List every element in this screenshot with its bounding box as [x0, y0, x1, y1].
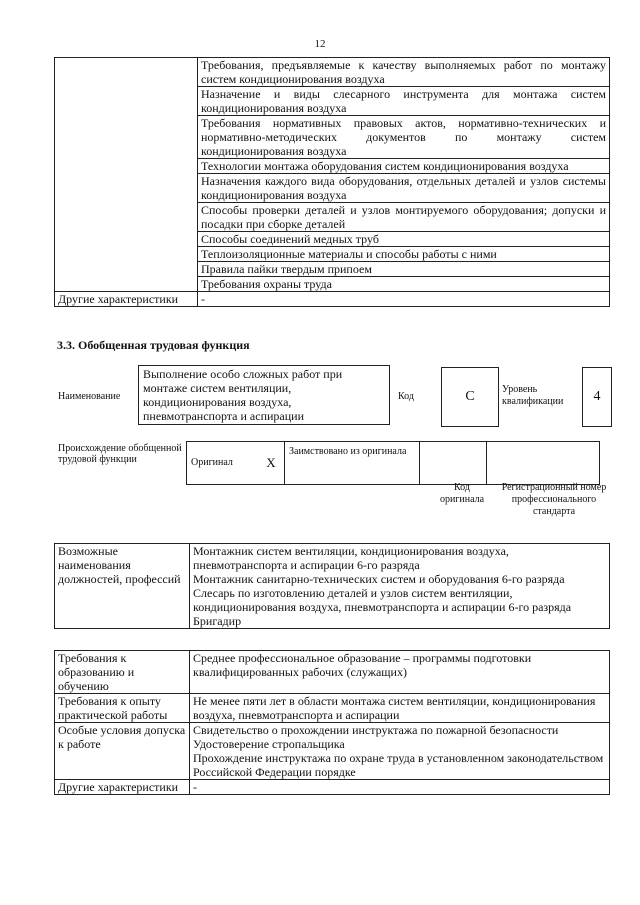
knowledge-label-cell — [55, 58, 198, 292]
code-value-box: С — [441, 367, 499, 427]
knowledge-item: Требования, предъявляемые к качеству выполняемых работ по монтажу систем кондиционирования воздуха — [198, 58, 610, 87]
table-row — [55, 780, 610, 795]
code-label: Код — [398, 391, 414, 402]
original-mark: Х — [258, 442, 285, 485]
special-condition-item: Прохождение инструктажа по охране труда в установленном законодательством Российской Федерации порядке — [193, 751, 604, 779]
positions-table — [54, 543, 610, 629]
knowledge-item: Способы проверки деталей и узлов монтируемого оборудования; допуски и посадки при сборке деталей — [198, 203, 610, 232]
origin-reg-cell — [487, 442, 600, 485]
knowledge-table — [54, 57, 610, 307]
position-item: Бригадир — [193, 614, 242, 628]
table-row — [55, 694, 610, 723]
experience-value: Не менее пяти лет в области монтажа систем вентиляции, кондиционирования воздуха, пневмотранспорта и аспирации — [190, 694, 610, 723]
table-row — [55, 58, 610, 87]
knowledge-item: Требования нормативных правовых актов, нормативно-технических и нормативно-методических документов по монтажу систем кондиционирования воздуха — [198, 116, 610, 159]
education-value: Среднее профессиональное образование – программы подготовки квалифицированных рабочих (служащих) — [190, 651, 610, 694]
knowledge-item: Способы соединений медных труб — [198, 232, 610, 247]
knowledge-item: Теплоизоляционные материалы и способы работы с ними — [198, 247, 610, 262]
knowledge-item: Назначение и виды слесарного инструмента для монтажа систем кондиционирования воздуха — [198, 87, 610, 116]
position-item: Слесарь по изготовлению деталей и узлов систем вентиляции, кондиционирования воздуха, пневмотранспорта и аспирации 6-го разряда — [193, 586, 572, 614]
positions-label: Возможные наименования должностей, профессий — [55, 544, 190, 629]
original-label: Оригинал — [187, 442, 259, 485]
special-conditions-list — [190, 723, 610, 780]
table-row — [55, 651, 610, 694]
position-item: Монтажник санитарно-технических систем и оборудования 6-го разряда — [193, 572, 565, 586]
requirements-table — [54, 650, 610, 795]
other-characteristics-label: Другие характеристики — [55, 292, 198, 307]
registration-number-caption: Регистрационный номер профессионального стандарта — [501, 482, 607, 517]
page-number: 12 — [314, 38, 326, 50]
knowledge-item: Требования охраны труда — [198, 277, 610, 292]
origin-label: Происхождение обобщенной трудовой функции — [58, 443, 182, 465]
knowledge-item: Правила пайки твердым припоем — [198, 262, 610, 277]
special-condition-item: Свидетельство о прохождении инструктажа по пожарной безопасности — [193, 723, 559, 737]
knowledge-item: Технологии монтажа оборудования систем кондиционирования воздуха — [198, 159, 610, 174]
positions-list — [190, 544, 610, 629]
level-label: Уровень квалификации — [502, 384, 564, 407]
experience-label: Требования к опыту практической работы — [55, 694, 190, 723]
borrowed-label: Заимствовано из оригинала — [285, 442, 420, 485]
level-value-box: 4 — [582, 367, 612, 427]
position-item: Монтажник систем вентиляции, кондиционирования воздуха, пневмотранспорта и аспирации 6-го разряда — [193, 544, 509, 572]
function-name-box: Выполнение особо сложных работ при монтаже систем вентиляции, кондиционирования воздуха, пневмотранспорта и аспирации — [138, 365, 390, 425]
education-label: Требования к образованию и обучению — [55, 651, 190, 694]
section-title: 3.3. Обобщенная трудовая функция — [57, 338, 250, 352]
origin-table — [186, 441, 600, 485]
name-label: Наименование — [58, 391, 121, 402]
special-condition-item: Удостоверение стропальщика — [193, 737, 345, 751]
special-conditions-label: Особые условия допуска к работе — [55, 723, 190, 780]
other-characteristics-label: Другие характеристики — [55, 780, 190, 795]
knowledge-item: Назначения каждого вида оборудования, отдельных деталей и узлов системы кондиционирования воздуха — [198, 174, 610, 203]
table-row — [55, 292, 610, 307]
origin-code-cell — [420, 442, 487, 485]
table-row — [55, 723, 610, 780]
origin-code-caption: Код оригинала — [439, 482, 485, 505]
other-characteristics-value: - — [190, 780, 610, 795]
table-row — [187, 442, 600, 485]
other-characteristics-value: - — [198, 292, 610, 307]
table-row — [55, 544, 610, 629]
